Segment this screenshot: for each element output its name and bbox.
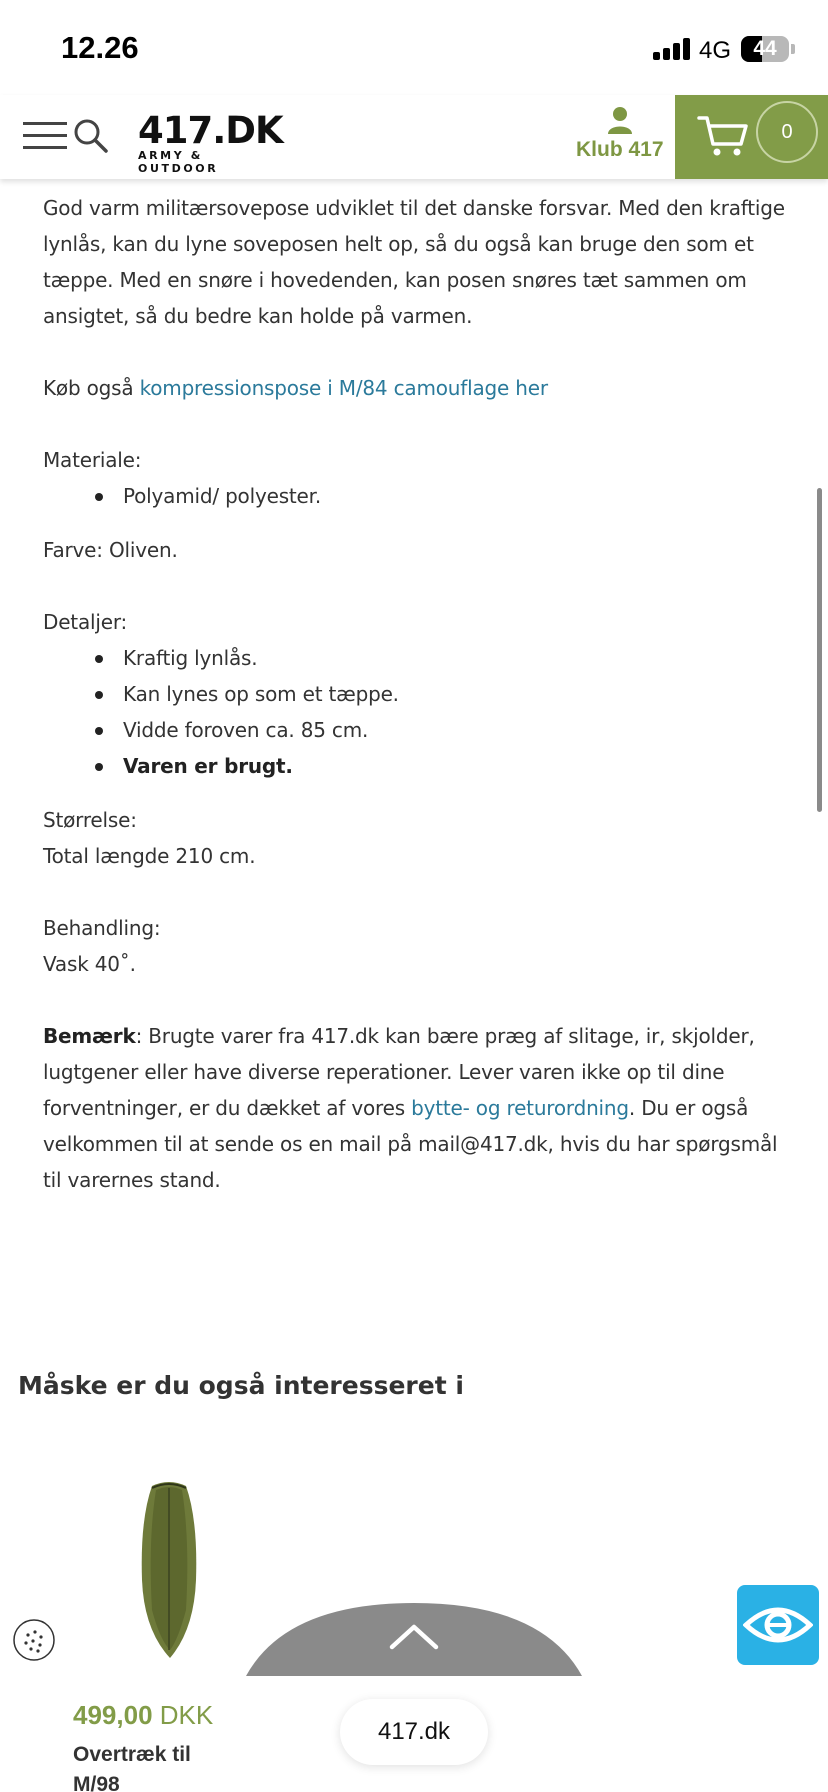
battery-icon [741,36,789,62]
battery-nub [791,44,795,54]
product-name[interactable]: Overtræk til M/98 [73,1743,191,1792]
network-type: 4G [699,37,732,64]
list-item: Varen er brugt. [43,748,793,784]
care-label: Behandling: [43,916,161,940]
cart-icon [697,114,749,158]
product-description [43,190,793,1234]
buy-also-text [43,370,793,406]
care-value: Vask 40˚. [43,952,136,976]
search-icon[interactable] [72,117,110,155]
intro-text: God varm militærsovepose udviklet til det danske forsvar. Med den kraftige lynlås, kan du lyne soveposen helt op, så du også kan bruge den som et tæppe. Med en snøre i hovedenden, kan posen snøres tæt sammen om ansigtet, så du bedre kan holde på varmen. [43,196,785,328]
battery-level: 44 [753,37,777,60]
material-list [43,478,793,514]
logo-text: 417.DK [138,109,283,152]
cart-button[interactable] [675,95,828,179]
accessibility-icon[interactable] [12,1618,56,1662]
return-policy-link[interactable]: bytte- og returordning [411,1096,629,1120]
note-text-1: : Brugte varer fra 417.dk kan bære præg af slitage, ir, skjolder, lugtgener eller have diverse reperationer. Lever varen ikke op til dine forventninger, er du dækket af vores [43,1024,755,1120]
buy-also-prefix: Køb også [43,376,140,400]
material-label: Materiale: [43,448,142,472]
compression-bag-link[interactable]: kompressionspose i M/84 camouflage her [139,376,548,400]
size-value: Total længde 210 cm. [43,844,256,868]
price-currency: DKK [152,1700,214,1730]
eye-icon [743,1600,813,1650]
signal-icon [653,38,691,60]
note-label: Bemærk [43,1024,136,1048]
product-image[interactable] [130,1480,208,1662]
list-item: Kan lynes op som et tæppe. [43,676,793,712]
price-value: 499,00 [73,1700,153,1730]
status-bar [0,0,828,95]
note-text [43,1018,793,1198]
status-time: 12.26 [61,30,139,65]
eye-button[interactable] [737,1585,819,1665]
note-text-2: . Du er også velkommen til at sende os en mail på mail@417.dk, hvis du har spørgsmål til varernes stand. [43,1096,778,1192]
details-list [43,640,793,784]
site-logo[interactable] [138,109,288,175]
user-icon [605,105,635,135]
size-label: Størrelse: [43,808,137,832]
cart-count-badge: 0 [756,101,818,163]
scrollbar[interactable] [817,488,822,812]
list-item: Kraftig lynlås. [43,640,793,676]
product-price [73,1700,213,1731]
details-label: Detaljer: [43,610,128,634]
list-item: Vidde foroven ca. 85 cm. [43,712,793,748]
logo-tagline: ARMY & OUTDOOR [138,149,219,175]
klub-417-button[interactable] [576,105,664,162]
site-header [0,95,828,179]
list-item: Polyamid/ polyester. [43,478,793,514]
related-products-title: Måske er du også interesseret i [18,1371,464,1400]
color-text: Farve: Oliven. [43,538,178,562]
menu-icon[interactable] [23,122,67,150]
browser-url-bar[interactable]: 417.dk [340,1699,488,1765]
klub-label: Klub 417 [576,138,664,161]
